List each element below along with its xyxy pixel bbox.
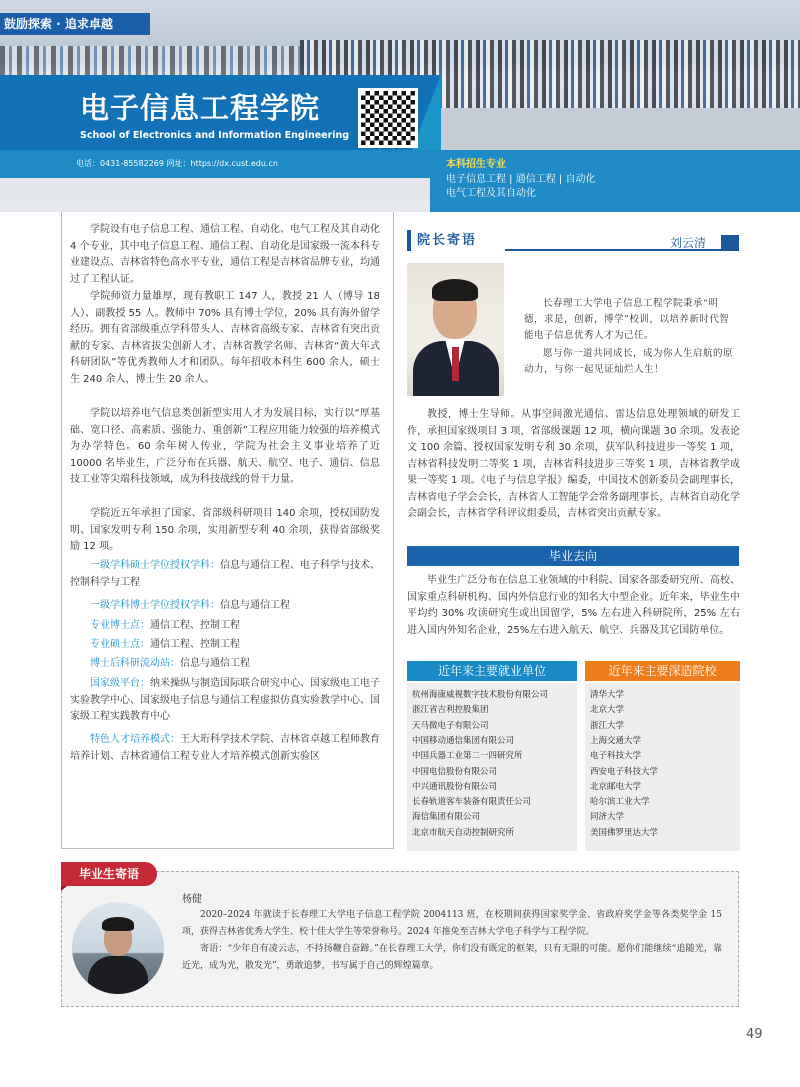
- dean-bio: 教授，博士生导师。从事空间激光通信、雷达信息处理领域的研发工作，承担国家级项目 3 项，省部级课题 12 项，横向课题 30 余项。发表论文 100 余篇、授权国家发明专利 30 余项，获军队科技进步一等奖 1 项，吉林省科技发明二等奖 1 项，吉林省科技进步三等奖 1 项，吉林省教学成果一等奖 1 项。《电子与信息学报》编委，中国技术创新委员会副理事长，吉林省电子学会会长，吉林省人工智能学会常务副理事长，吉林省自动化学会副会长，吉林省学科评议组委员，吉林省突出贡献专家。: [407, 409, 740, 519]
- school-item: 同济大学: [590, 812, 625, 822]
- slogan-banner: 鼓励探索 · 追求卓越: [0, 13, 150, 35]
- fact-label: 一级学科博士学位授权学科：: [90, 600, 220, 611]
- intro-paragraph: 学院近五年承担了国家、省部级科研项目 140 余项，授权国防发明、国家发明专利 150 余项，实用新型专利 40 余项，获得省部级奖励 12 项。: [70, 508, 380, 552]
- fact-item: [70, 618, 380, 635]
- fact-value: 通信工程、控制工程: [150, 639, 240, 650]
- employer-item: 长春轨道客车装备有限责任公司: [412, 797, 532, 807]
- alumni-section-tag: 毕业生寄语: [61, 862, 157, 886]
- fact-label: 专业博士点：: [90, 620, 150, 631]
- employer-item: 天马微电子有限公司: [412, 721, 489, 731]
- school-item: 西安电子科技大学: [590, 767, 659, 777]
- majors-list-line: 电子信息工程 | 通信工程 | 自动化: [446, 174, 596, 185]
- fact-value: 纳米操纵与制造国际联合研究中心、国家级电工电子实验教学中心、国家级电子信息与通信工程虚拟仿真实验教学中心、国家级工程实践教育中心: [70, 678, 380, 722]
- employer-item: 中国兵器工业第二一四研究所: [412, 751, 523, 761]
- contact-info: 电话：0431-85582269 网址：https://dx.cust.edu.cn: [0, 150, 430, 178]
- fact-label: 专业硕士点：: [90, 639, 150, 650]
- dean-accent-square: [721, 235, 739, 251]
- alumni-bio: 2020–2024 年就读于长春理工大学电子信息工程学院 2004113 班，在校期间获得国家奖学金、省政府奖学金等各类奖学金 15 项，获得吉林省优秀大学生、校十佳大学生等荣誉称号。2024 年推免至吉林大学电子科学与工程学院。: [182, 910, 722, 937]
- school-item: 上海交通大学: [590, 736, 642, 746]
- dean-section-tag: 院长寄语: [407, 230, 505, 251]
- majors-heading: 本科招生专业: [446, 159, 506, 170]
- employer-item: 海信集团有限公司: [412, 812, 481, 822]
- fact-item: [70, 598, 380, 615]
- graduates-text: 毕业生广泛分布在信息工业领域的中科院、国家各部委研究所、高校、国家重点科研机构、国内外信息行业的知名大中型企业。近年来，毕业生中平均约 30% 攻读研究生或出国留学，5% 左右进入科研院所，25% 左右进入国内外知名企业，25%左右进入航天、航空、兵器及其它国防单位。: [407, 575, 740, 636]
- alumni-portrait: [72, 902, 164, 994]
- fact-value: 王大珩科学技术学院、吉林省卓越工程师教育培养计划、吉林省通信工程专业人才培养模式创新实验区: [70, 734, 380, 762]
- employers-heading: 近年来主要就业单位: [407, 661, 577, 681]
- fact-item: [70, 676, 380, 726]
- employer-item: 中兴通讯股份有限公司: [412, 782, 498, 792]
- school-item: 美国佛罗里达大学: [590, 828, 659, 838]
- school-item: 北京邮电大学: [590, 782, 642, 792]
- school-item: 浙江大学: [590, 721, 625, 731]
- employer-item: 浙江省吉利控股集团: [412, 705, 489, 715]
- page-title-english: School of Electronics and Information Engineering: [80, 130, 350, 141]
- fact-label: 博士后科研流动站：: [90, 658, 180, 669]
- fact-item: [70, 558, 380, 591]
- intro-paragraph: 学院设有电子信息工程、通信工程、自动化、电气工程及其自动化 4 个专业，其中电子信息工程、通信工程、自动化是国家级一流本科专业建设点、吉林省特色高水平专业，通信工程是吉林省品牌专业，均通过了工程认证。: [70, 224, 380, 285]
- fact-label: 一级学科硕士学位授权学科：: [90, 560, 220, 571]
- employer-item: 中国移动通信集团有限公司: [412, 736, 515, 746]
- employer-item: 中国电信股份有限公司: [412, 767, 498, 777]
- school-item: 电子科技大学: [590, 751, 642, 761]
- page-number: 49: [746, 1027, 763, 1042]
- fact-item: [70, 637, 380, 654]
- fact-value: 信息与通信工程: [180, 658, 250, 669]
- intro-paragraph: 学院以培养电气信息类创新型实用人才为发展目标，实行以“厚基础、宽口径、高素质、强能力、重创新”工程应用能力较强的培养模式为办学特色。60 余年树人传业，学院为社会主义事业培养了近 10000 名毕业生，广泛分布在兵器、航天、航空、电子、通信、信息技工业等尖端科技领域，成为科技战线的骨干力量。: [70, 408, 380, 485]
- alumni-message: 寄语：“少年自有凌云志，不持扬鞭自奋蹄。”在长春理工大学，你们没有既定的框架，只有无限的可能。愿你们能继续“追随光，靠近光，成为光，散发光”，勇敢追梦，书写属于自己的辉煌篇章。: [182, 944, 722, 971]
- intro-paragraph: 学院师资力量雄厚，现有教职工 147 人，教授 21 人（博导 18 人）、副教授 55 人。教师中 70% 具有博士学位，20% 具有海外留学经历。拥有省部级重点学科带头人、吉林省高级专家、吉林省有突出贡献的专家、吉林省拔尖创新人才、吉林省教学名师、吉林省“黄大年式科研团队”等优秀教师人才和团队。每年招收本科生 600 余人，硕士生 240 余人，博士生 20 余人。: [70, 291, 380, 385]
- fact-value: 通信工程、控制工程: [150, 620, 240, 631]
- fact-item: [70, 656, 380, 673]
- qr-code-icon[interactable]: [358, 88, 418, 148]
- dean-quote: 长春理工大学电子信息工程学院秉承“明德，求是，创新，博学”校训，以培养新时代智能电子信息优秀人才为己任。: [524, 298, 730, 341]
- fact-label: 特色人才培养模式：: [90, 734, 180, 745]
- fact-item: [70, 732, 380, 765]
- dean-quote: 愿与你一道共同成长，成为你人生启航的原动力，与你一起见证灿烂人生！: [524, 348, 734, 375]
- employer-item: 杭州海康威视数字技术股份有限公司: [412, 690, 549, 700]
- dean-portrait: [407, 263, 504, 396]
- dean-name: 刘云清: [670, 236, 707, 250]
- fact-value: 信息与通信工程、电子科学与技术、控制科学与工程: [70, 560, 380, 588]
- school-item: 北京大学: [590, 705, 625, 715]
- employer-item: 北京市航天自动控制研究所: [412, 828, 515, 838]
- schools-heading: 近年来主要深造院校: [585, 661, 740, 681]
- fact-label: 国家级平台：: [90, 678, 150, 689]
- alumni-name: 杨健: [182, 894, 202, 905]
- school-item: 清华大学: [590, 690, 625, 700]
- page-title: 电子信息工程学院: [80, 91, 321, 125]
- majors-list-line: 电气工程及其自动化: [446, 188, 536, 199]
- graduates-heading: 毕业去向: [407, 546, 739, 566]
- fact-value: 信息与通信工程: [220, 600, 290, 611]
- school-item: 哈尔滨工业大学: [590, 797, 650, 807]
